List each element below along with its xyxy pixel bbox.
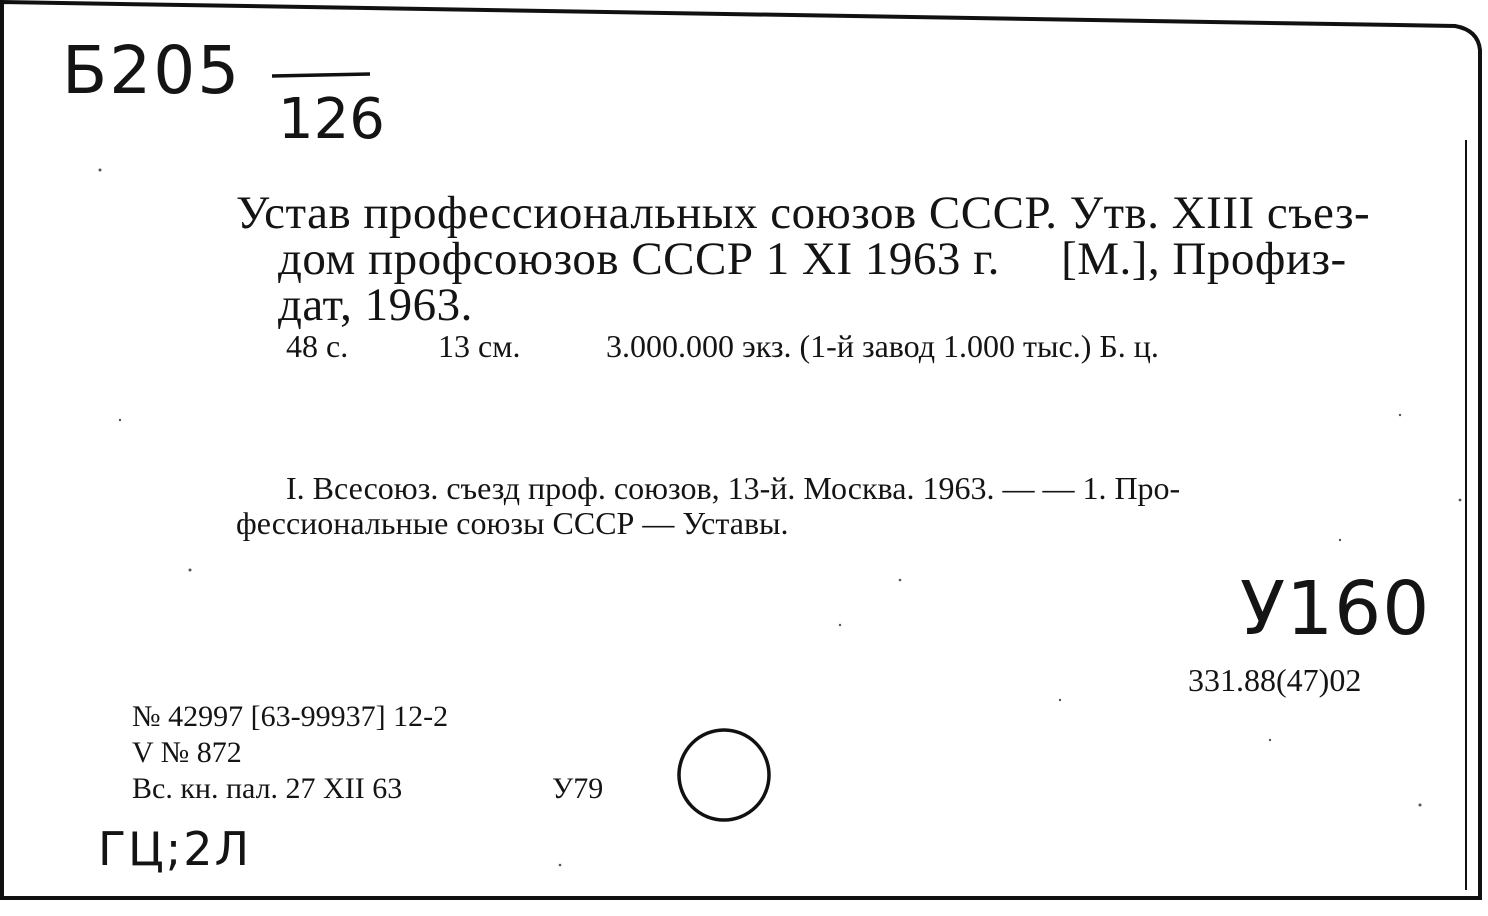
punch-hole [679, 730, 769, 820]
pages: 48 с. [286, 328, 349, 364]
description-line-1: Устав профессиональных союзов СССР. Утв. XIII съез- [236, 187, 1371, 239]
registration-line-1: № 42997 [63-99937] 12-2 [132, 700, 449, 733]
print-run: 3.000.000 экз. (1-й завод 1.000 тыс.) Б. ц. [606, 328, 1159, 364]
tracing-line-2: фессиональные союзы СССР — Уставы. [236, 505, 789, 541]
tracing-line-1: I. Всесоюз. съезд проф. союзов, 13-й. Москва. 1963. — — 1. Про- [286, 470, 1181, 506]
registration-code: У79 [552, 772, 604, 805]
registration-line-2: V № 872 [132, 736, 242, 769]
registration-date: Вс. кн. пал. 27 XII 63 [132, 772, 403, 805]
classification-number: 331.88(47)02 [1188, 662, 1362, 698]
shelfmark-top: Б205 [62, 32, 242, 109]
description-line-2: дом профсоюзов СССР 1 XI 1963 г. [М.], Профиз- [278, 233, 1347, 285]
size: 13 см. [438, 328, 521, 364]
shelfmark-bottom: 126 [278, 87, 385, 152]
stamp-code: ГЦ;2Л [98, 822, 252, 876]
description-line-3: дат, 1963. [278, 279, 473, 331]
class-mark: У160 [1240, 566, 1431, 652]
